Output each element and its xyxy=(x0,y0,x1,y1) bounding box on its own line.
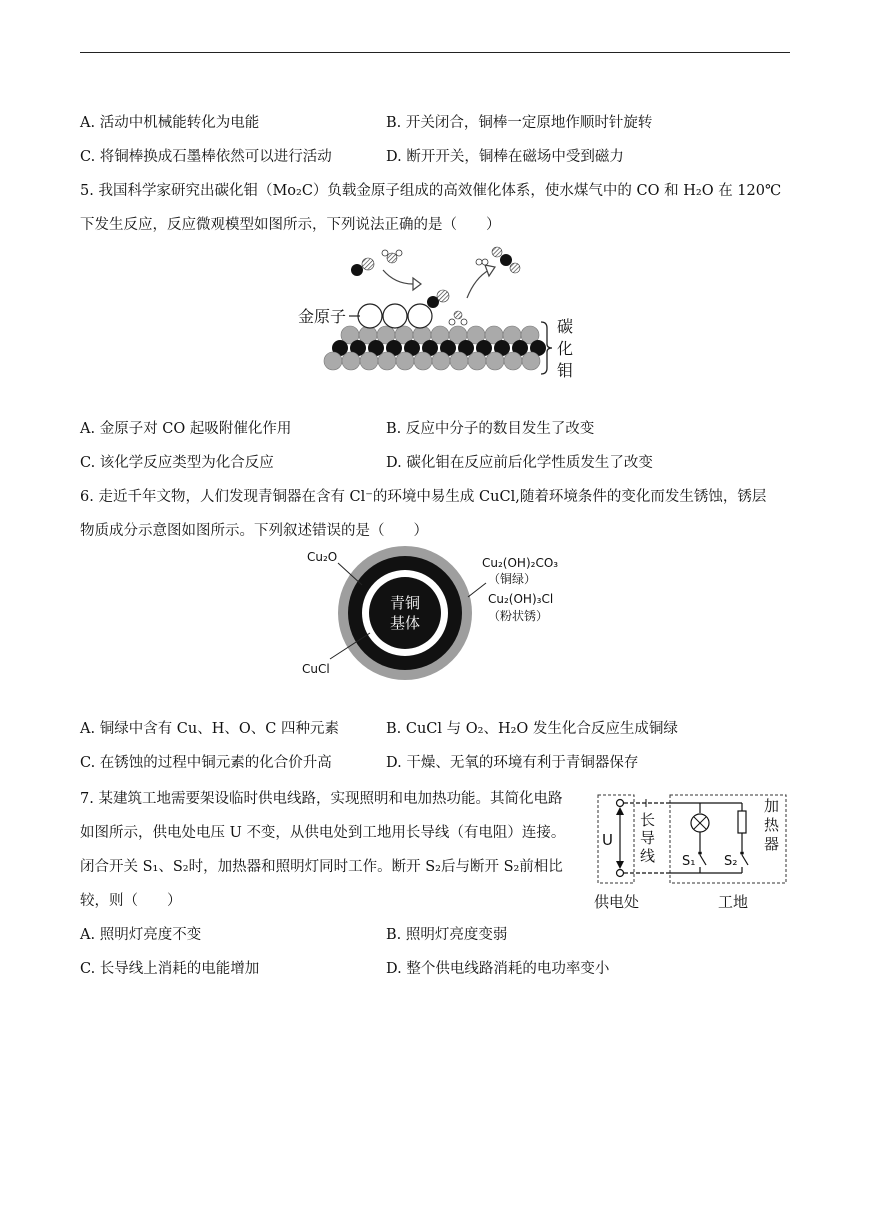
q4-option-c[interactable]: C. 将铜棒换成石墨棒依然可以进行活动 xyxy=(80,149,332,165)
co-molecule-left xyxy=(351,258,374,276)
mo2c-label-2: 化 xyxy=(557,339,574,358)
adsorbed-h2o xyxy=(449,311,467,325)
co2-molecule-product xyxy=(492,247,520,273)
arrow-in-icon xyxy=(383,270,413,284)
switch-s1-label: S₁ xyxy=(682,854,696,869)
heater-label-2: 热 xyxy=(764,816,780,834)
q4-option-b[interactable]: B. 开关闭合，铜棒一定原地作顺时针旋转 xyxy=(386,115,653,131)
mo2c-label-3: 钼 xyxy=(557,361,574,380)
gold-atom-label: 金原子 xyxy=(298,307,347,326)
terminal-bottom xyxy=(617,870,624,877)
heater-label-1: 加 xyxy=(764,797,780,815)
h2-molecule-product xyxy=(476,259,488,265)
q6-stem-line1: 6. 走近千年文物，人们发现青铜器在含有 Cl⁻的环境中易生成 CuCl,随着环境条件的变化而发生锈蚀，锈层 xyxy=(80,489,767,505)
q6-option-a[interactable]: A. 铜绿中含有 Cu、H、O、C 四种元素 xyxy=(80,721,339,737)
heater-label-3: 器 xyxy=(764,835,780,853)
heater-resistor-icon xyxy=(738,811,746,833)
arrow-out-icon xyxy=(467,270,489,298)
switch-s2-icon xyxy=(742,855,748,865)
switch-s1-icon xyxy=(700,855,706,865)
q5-option-b[interactable]: B. 反应中分子的数目发生了改变 xyxy=(386,421,595,437)
q7-stem-line3: 闭合开关 S₁、S₂时，加热器和照明灯同时工作。断开 S₂后与断开 S₂前相比 xyxy=(80,859,563,875)
q6-option-d[interactable]: D. 干燥、无氧的环境有利于青铜器保存 xyxy=(386,755,639,771)
q7-option-a[interactable]: A. 照明灯亮度不变 xyxy=(80,927,202,943)
label-cu2oh2co3: Cu₂(OH)₂CO₃ xyxy=(482,556,559,570)
long-wire-label-1: 长 xyxy=(640,811,656,829)
q6-option-b[interactable]: B. CuCl 与 O₂、H₂O 发生化合反应生成铜绿 xyxy=(386,721,678,737)
q7-stem-line4: 较，则（ ） xyxy=(80,893,182,909)
label-cu2o: Cu₂O xyxy=(307,550,338,564)
q5-option-d[interactable]: D. 碳化钼在反应前后化学性质发生了改变 xyxy=(386,455,653,471)
q5-option-a[interactable]: A. 金原子对 CO 起吸附催化作用 xyxy=(80,421,292,437)
q7-circuit-figure xyxy=(590,785,790,915)
q6-rust-layer-figure xyxy=(290,545,590,685)
label-fenzhuangxiu: （粉状锈） xyxy=(488,609,549,623)
q4-option-d[interactable]: D. 断开开关，铜棒在磁场中受到磁力 xyxy=(386,149,624,165)
h2o-molecule-left xyxy=(382,250,402,263)
q7-stem-line1: 7. 某建筑工地需要架设临时供电线路，实现照明和电加热功能。其简化电路 xyxy=(80,791,563,807)
long-wire-label-2: 导 xyxy=(640,829,656,847)
q7-option-c[interactable]: C. 长导线上消耗的电能增加 xyxy=(80,961,260,977)
q4-option-a[interactable]: A. 活动中机械能转化为电能 xyxy=(80,115,260,131)
adsorbed-co xyxy=(427,290,449,308)
mo2c-label-1: 碳 xyxy=(557,317,574,336)
core-label-2: 基体 xyxy=(389,614,421,632)
long-wire-label-3: 线 xyxy=(640,847,656,865)
site-label: 工地 xyxy=(718,893,749,911)
label-tonglv: （铜绿） xyxy=(488,572,537,586)
q5-stem-line1: 5. 我国科学家研究出碳化钼（Mo₂C）负载金原子组成的高效催化体系，使水煤气中的 CO 和 H₂O 在 120℃ xyxy=(80,183,782,199)
q5-option-c[interactable]: C. 该化学反应类型为化合反应 xyxy=(80,455,274,471)
voltage-label: U xyxy=(602,831,613,849)
q5-stem-line2: 下发生反应，反应微观模型如图所示，下列说法正确的是（ ） xyxy=(80,217,501,233)
mo2c-top-row xyxy=(341,326,539,344)
q5-catalyst-figure xyxy=(295,240,585,385)
q6-stem-line2: 物质成分示意图如图所示。下列叙述错误的是（ ） xyxy=(80,523,428,539)
header-rule xyxy=(80,52,790,53)
q7-stem-line2: 如图所示，供电处电压 U 不变，从供电处到工地用长导线（有电阻）连接。 xyxy=(80,825,566,841)
label-cucl: CuCl xyxy=(302,662,330,676)
terminal-top xyxy=(617,800,624,807)
switch-s2-label: S₂ xyxy=(724,854,738,869)
bronze-core xyxy=(369,577,441,649)
gold-atoms xyxy=(358,304,432,328)
core-label-1: 青铜 xyxy=(389,594,421,612)
q7-option-b[interactable]: B. 照明灯亮度变弱 xyxy=(386,927,508,943)
q6-option-c[interactable]: C. 在锈蚀的过程中铜元素的化合价升高 xyxy=(80,755,332,771)
supply-label: 供电处 xyxy=(594,893,640,911)
q7-option-d[interactable]: D. 整个供电线路消耗的电功率变小 xyxy=(386,961,610,977)
label-cu2oh3cl: Cu₂(OH)₃Cl xyxy=(488,592,554,606)
